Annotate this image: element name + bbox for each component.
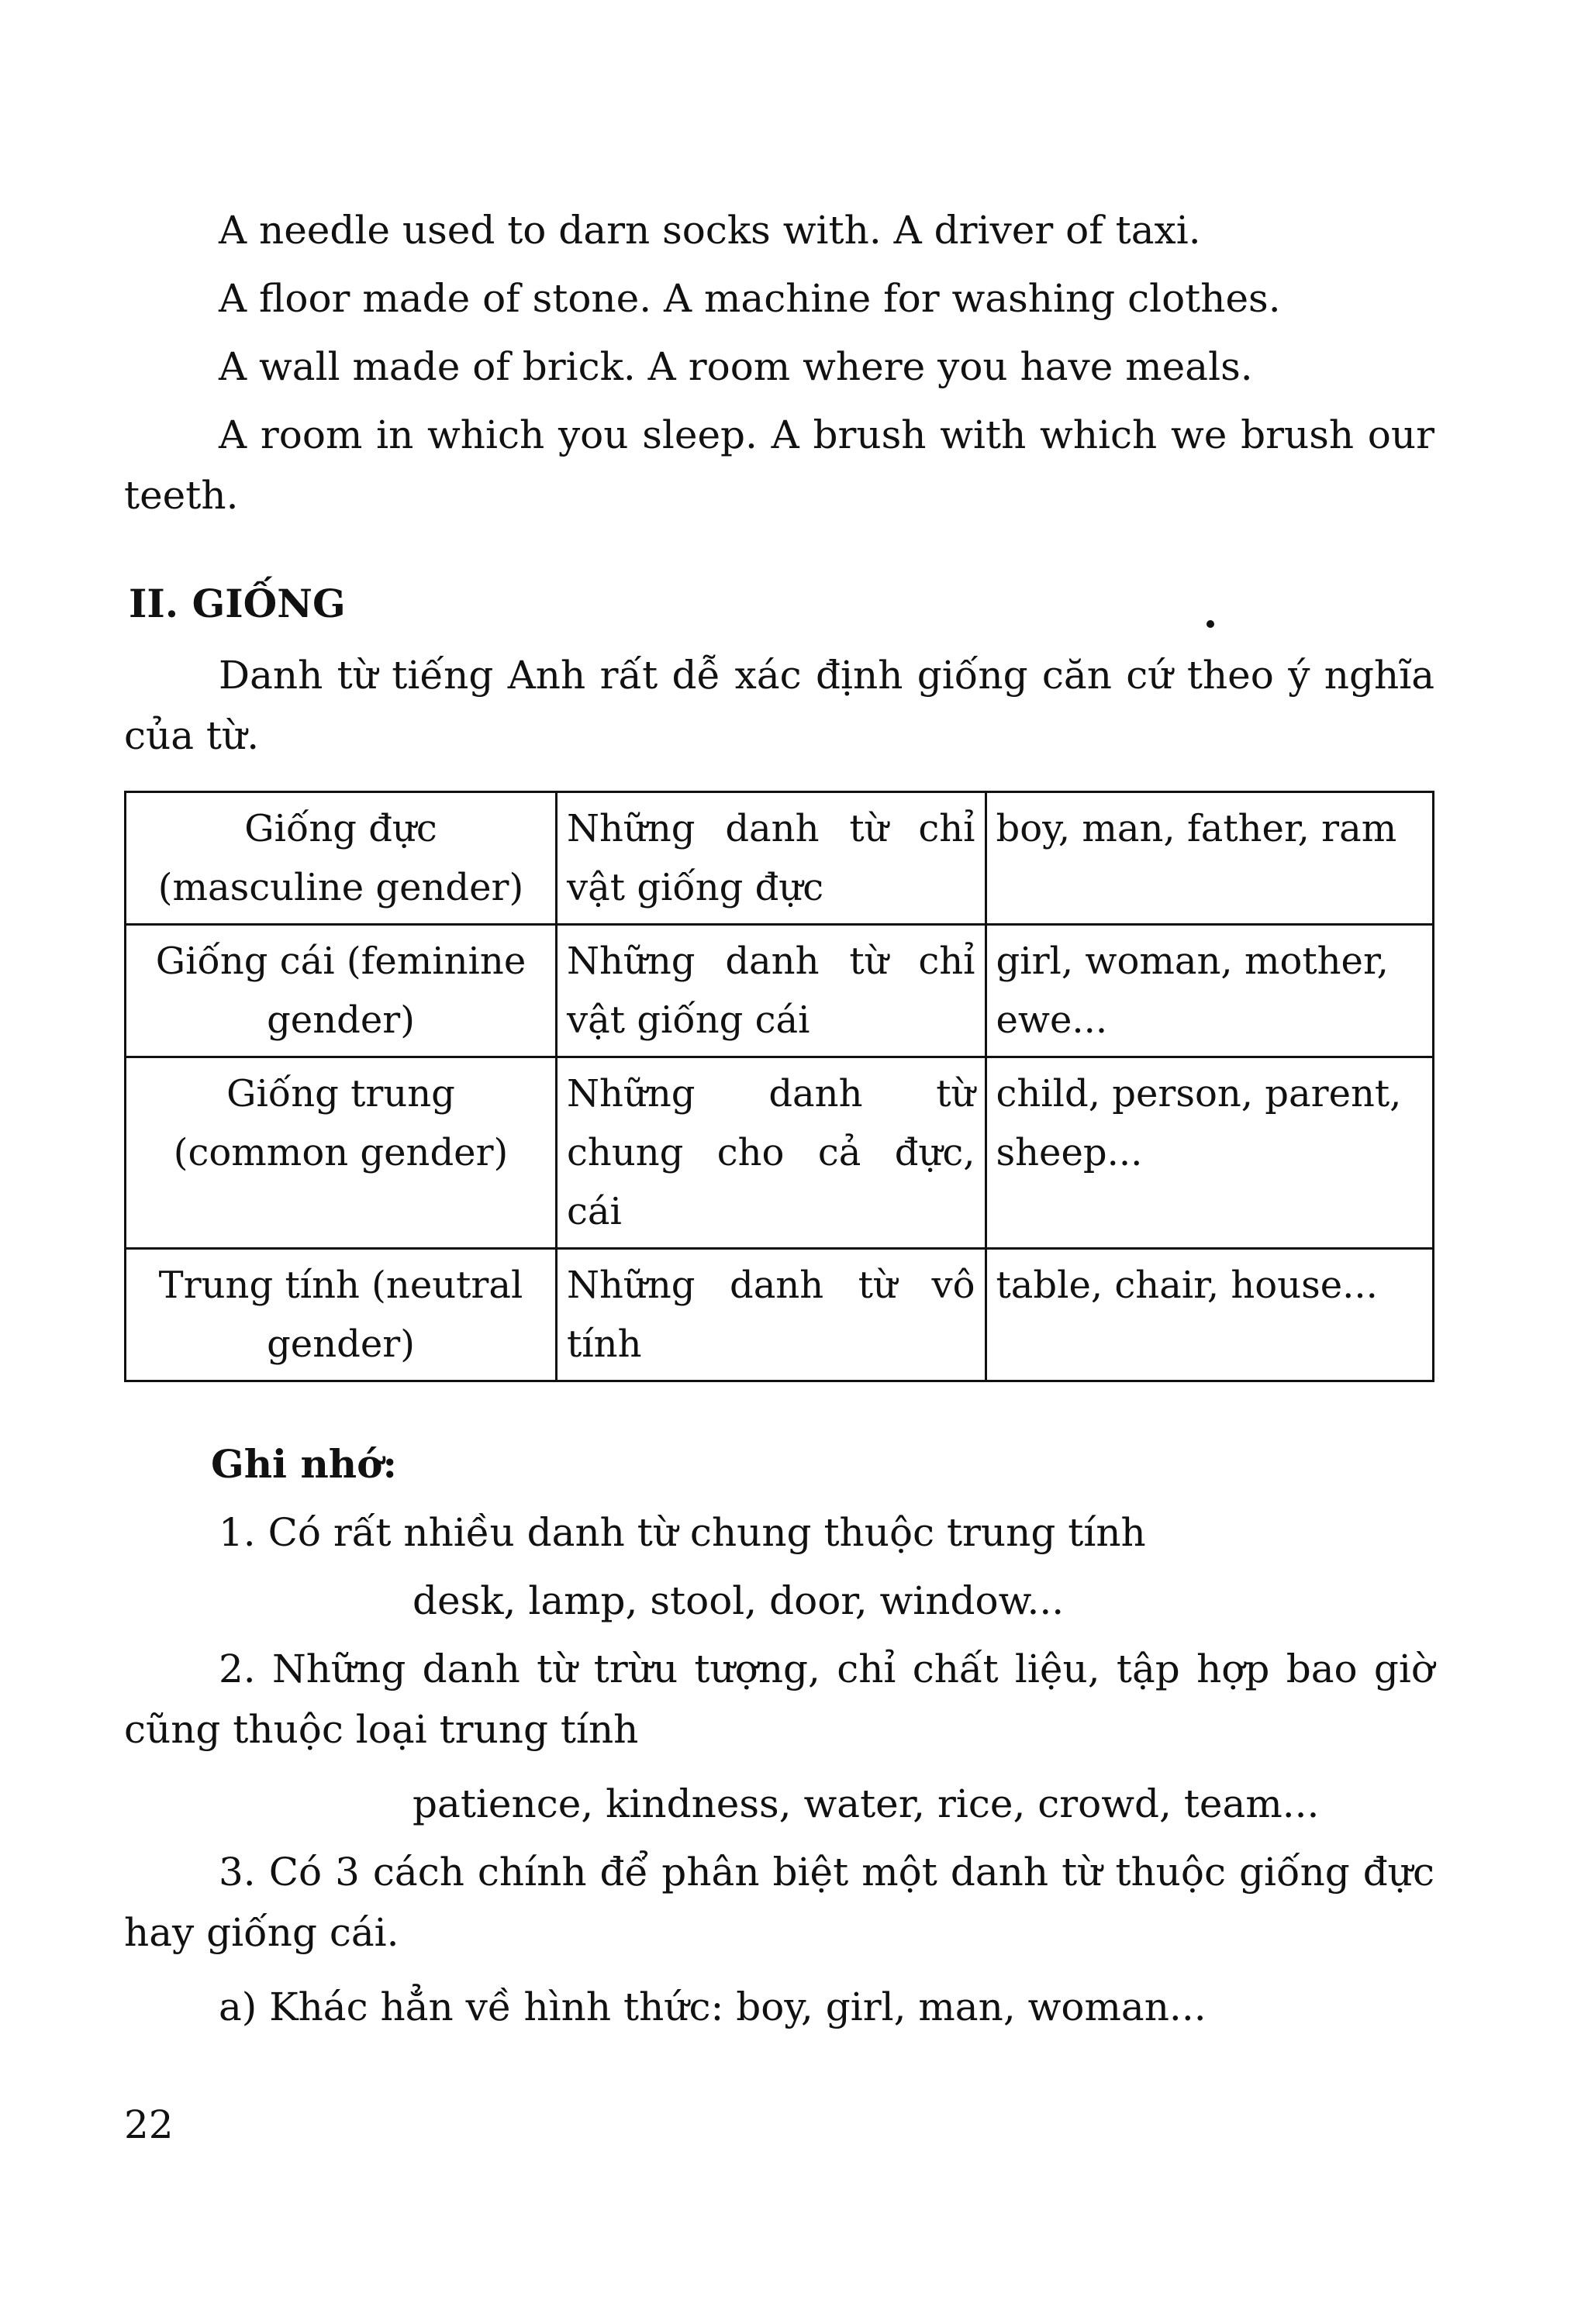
note-item-1: 1. Có rất nhiều danh từ chung thuộc trung tính xyxy=(219,1510,1146,1555)
table-row xyxy=(126,792,1434,925)
page-number: 22 xyxy=(124,2102,174,2147)
gender-term: Giống đực (masculine gender) xyxy=(126,792,557,925)
note-item-2: 2. Những danh từ trừu tượng, chỉ chất liệu, tập hợp bao giờ cũng thuộc loại trung tính xyxy=(124,1646,1434,1752)
note-item-3a: a) Khác hẳn về hình thức: boy, girl, man, woman... xyxy=(219,1984,1207,2029)
gender-examples: table, chair, house... xyxy=(986,1249,1434,1381)
note-item-3: 3. Có 3 cách chính để phân biệt một danh từ thuộc giống đực hay giống cái. xyxy=(124,1850,1434,1955)
intro-line-4: A room in which you sleep. A brush with which we brush our teeth. xyxy=(124,412,1434,518)
gender-description: Những danh từ vô tính xyxy=(557,1249,986,1381)
note-item-1-example: desk, lamp, stool, door, window... xyxy=(413,1578,1065,1623)
section-heading: II. GIỐNG xyxy=(129,581,346,626)
intro-line-2: A floor made of stone. A machine for washing clothes. xyxy=(219,276,1281,321)
gender-examples: boy, man, father, ram xyxy=(986,792,1434,925)
note-item-2-example: patience, kindness, water, rice, crowd, team... xyxy=(413,1781,1320,1826)
gender-examples: child, person, parent, sheep... xyxy=(986,1057,1434,1249)
gender-term: Trung tính (neutral gender) xyxy=(126,1249,557,1381)
gender-term: Giống trung (common gender) xyxy=(126,1057,557,1249)
gender-description: Những danh từ chỉ vật giống đực xyxy=(557,792,986,925)
gender-table xyxy=(124,791,1434,1382)
gender-description: Những danh từ chỉ vật giống cái xyxy=(557,925,986,1057)
gender-description: Những danh từ chung cho cả đực, cái xyxy=(557,1057,986,1249)
notes-heading: Ghi nhớ: xyxy=(211,1441,397,1487)
gender-examples: girl, woman, mother, ewe... xyxy=(986,925,1434,1057)
intro-line-1: A needle used to darn socks with. A driver of taxi. xyxy=(219,208,1201,253)
stray-dot xyxy=(1207,620,1214,628)
section-intro: Danh từ tiếng Anh rất dễ xác định giống căn cứ theo ý nghĩa của từ. xyxy=(124,653,1434,758)
table-row xyxy=(126,925,1434,1057)
gender-term: Giống cái (feminine gender) xyxy=(126,925,557,1057)
table-row xyxy=(126,1249,1434,1381)
intro-line-3: A wall made of brick. A room where you have meals. xyxy=(219,344,1253,389)
table-row xyxy=(126,1057,1434,1249)
